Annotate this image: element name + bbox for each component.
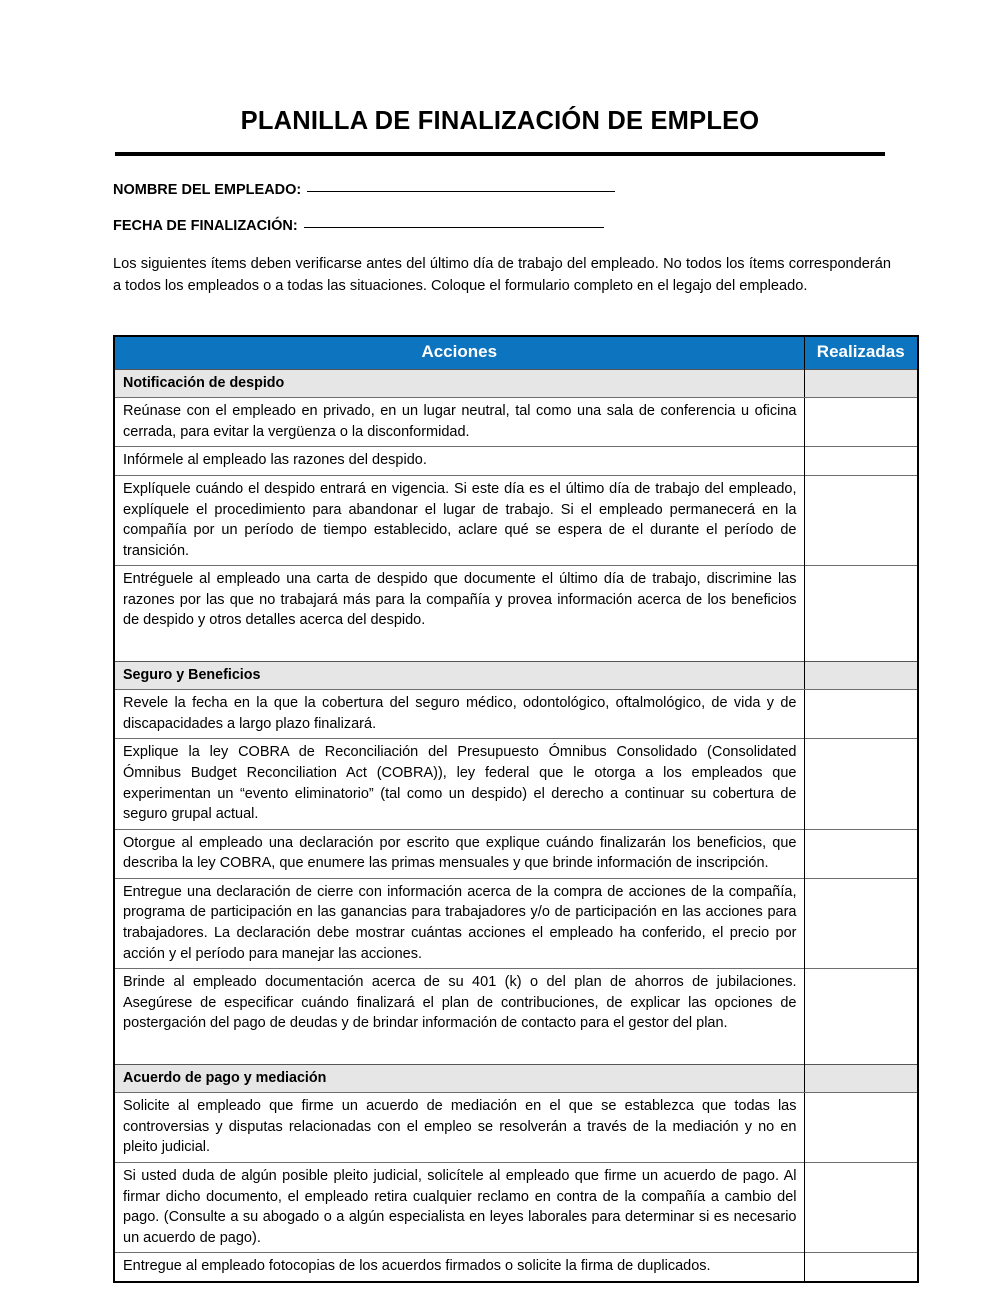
action-cell: Infórmele al empleado las razones del despido. xyxy=(114,447,804,476)
column-header-actions: Acciones xyxy=(114,336,804,369)
table-spacer-row xyxy=(114,1050,918,1065)
section-done-cell xyxy=(804,661,918,689)
table-row xyxy=(114,475,918,565)
section-header-row xyxy=(114,1064,918,1092)
field-employee-name-input[interactable] xyxy=(307,191,615,192)
action-cell: Solicite al empleado que firme un acuerdo de mediación en el que se establezca que todas las controversias y disputas relacionadas con el empleo se resolverán a través de la mediación y no en pleito judicial. xyxy=(114,1093,804,1163)
action-cell: Explique la ley COBRA de Reconciliación del Presupuesto Ómnibus Consolidado (Consolidated Ómnibus Budget Reconciliation Act (COBRA)), ley federal que le otorga a los empleados que experimentan un “evento eliminatorio” (tal como un despido) el derecho a continuar su cobertura de seguro grupal actual. xyxy=(114,739,804,829)
action-cell: Revele la fecha en la que la cobertura del seguro médico, odontológico, oftalmológico, de vida y de discapacidades a largo plazo finalizará. xyxy=(114,690,804,739)
done-checkbox-cell[interactable] xyxy=(804,566,918,647)
table-row xyxy=(114,566,918,647)
field-termination-date xyxy=(113,217,1000,237)
title-divider xyxy=(115,152,885,156)
field-employee-name xyxy=(113,181,1000,201)
field-termination-date-input[interactable] xyxy=(304,227,604,228)
done-checkbox-cell[interactable] xyxy=(804,475,918,565)
table-row xyxy=(114,690,918,739)
table-row xyxy=(114,447,918,476)
section-done-cell xyxy=(804,1064,918,1092)
action-cell: Reúnase con el empleado en privado, en un lugar neutral, tal como una sala de conferencia u oficina cerrada, para evitar la vergüenza o la disconformidad. xyxy=(114,398,804,447)
table-row xyxy=(114,1162,918,1252)
table-spacer-cell-done xyxy=(804,647,918,662)
section-title: Acuerdo de pago y mediación xyxy=(114,1064,804,1092)
action-cell: Entregue al empleado fotocopias de los acuerdos firmados o solicite la firma de duplicados. xyxy=(114,1253,804,1282)
section-title: Seguro y Beneficios xyxy=(114,661,804,689)
table-row xyxy=(114,1253,918,1282)
table-row xyxy=(114,878,918,968)
table-spacer-cell-done xyxy=(804,1050,918,1065)
form-fields xyxy=(113,181,1000,236)
done-checkbox-cell[interactable] xyxy=(804,739,918,829)
done-checkbox-cell[interactable] xyxy=(804,1093,918,1163)
action-cell: Entréguele al empleado una carta de despido que documente el último día de trabajo, discrimine las razones por las que no trabajará más para la compañía y provea información acerca de los beneficios de despido y otros detalles acerca del despido. xyxy=(114,566,804,647)
table-row xyxy=(114,739,918,829)
done-checkbox-cell[interactable] xyxy=(804,829,918,878)
done-checkbox-cell[interactable] xyxy=(804,878,918,968)
table-header-row xyxy=(114,336,918,369)
section-header-row xyxy=(114,369,918,397)
checklist-table-wrap xyxy=(113,335,917,1283)
action-cell: Explíquele cuándo el despido entrará en vigencia. Si este día es el último día de trabajo del empleado, explíquele el procedimiento para abandonar el lugar de trabajo. Si el empleado permanecerá en la compañía por un período de tiempo establecido, aclare qué se espera de el durante el período de transición. xyxy=(114,475,804,565)
field-termination-date-label: FECHA DE FINALIZACIÓN: xyxy=(113,217,298,234)
table-row xyxy=(114,829,918,878)
table-row xyxy=(114,969,918,1050)
done-checkbox-cell[interactable] xyxy=(804,398,918,447)
done-checkbox-cell[interactable] xyxy=(804,690,918,739)
field-employee-name-label: NOMBRE DEL EMPLEADO: xyxy=(113,182,302,199)
table-spacer-row xyxy=(114,647,918,662)
page-title: PLANILLA DE FINALIZACIÓN DE EMPLEO xyxy=(240,107,760,135)
action-cell: Brinde al empleado documentación acerca de su 401 (k) o del plan de ahorros de jubilaciones. Asegúrese de especificar cuándo finalizará el plan de contribuciones, de explicar las opciones de postergación del pago de deudas y de brindar información de contacto para el gestor del plan. xyxy=(114,969,804,1050)
action-cell: Entregue una declaración de cierre con información acerca de la compra de acciones de la compañía, programa de participación en las ganancias para trabajadores y/o de participación en las acciones para trabajadores. La declaración debe mostrar cuántas acciones el empleado ha conferido, el precio por acción y el período para manejar las acciones. xyxy=(114,878,804,968)
table-row xyxy=(114,1093,918,1163)
done-checkbox-cell[interactable] xyxy=(804,969,918,1050)
table-row xyxy=(114,398,918,447)
checklist-table xyxy=(113,335,919,1283)
table-spacer-cell xyxy=(114,647,804,662)
done-checkbox-cell[interactable] xyxy=(804,1253,918,1282)
section-header-row xyxy=(114,661,918,689)
section-done-cell xyxy=(804,369,918,397)
done-checkbox-cell[interactable] xyxy=(804,1162,918,1252)
table-spacer-cell xyxy=(114,1050,804,1065)
column-header-done: Realizadas xyxy=(804,336,918,369)
action-cell: Si usted duda de algún posible pleito judicial, solicítele al empleado que firme un acuerdo de pago. Al firmar dicho documento, el empleado retira cualquier reclamo en contra de la compañía a cambio del pago. (Consulte a su abogado o a algún especialista en leyes laborales para determinar si es necesario un acuerdo de pago). xyxy=(114,1162,804,1252)
action-cell: Otorgue al empleado una declaración por escrito que explique cuándo finalizarán los beneficios, que describa la ley COBRA, que enumere las primas mensuales y que brinde información de inscripción. xyxy=(114,829,804,878)
intro-paragraph: Los siguientes ítems deben verificarse antes del último día de trabajo del empleado. No todos los ítems corresponderán a todos los empleados o a todas las situaciones. Coloque el formulario completo en el legajo del empleado. xyxy=(113,256,891,294)
checklist-body xyxy=(114,369,918,1281)
section-title: Notificación de despido xyxy=(114,369,804,397)
done-checkbox-cell[interactable] xyxy=(804,447,918,476)
